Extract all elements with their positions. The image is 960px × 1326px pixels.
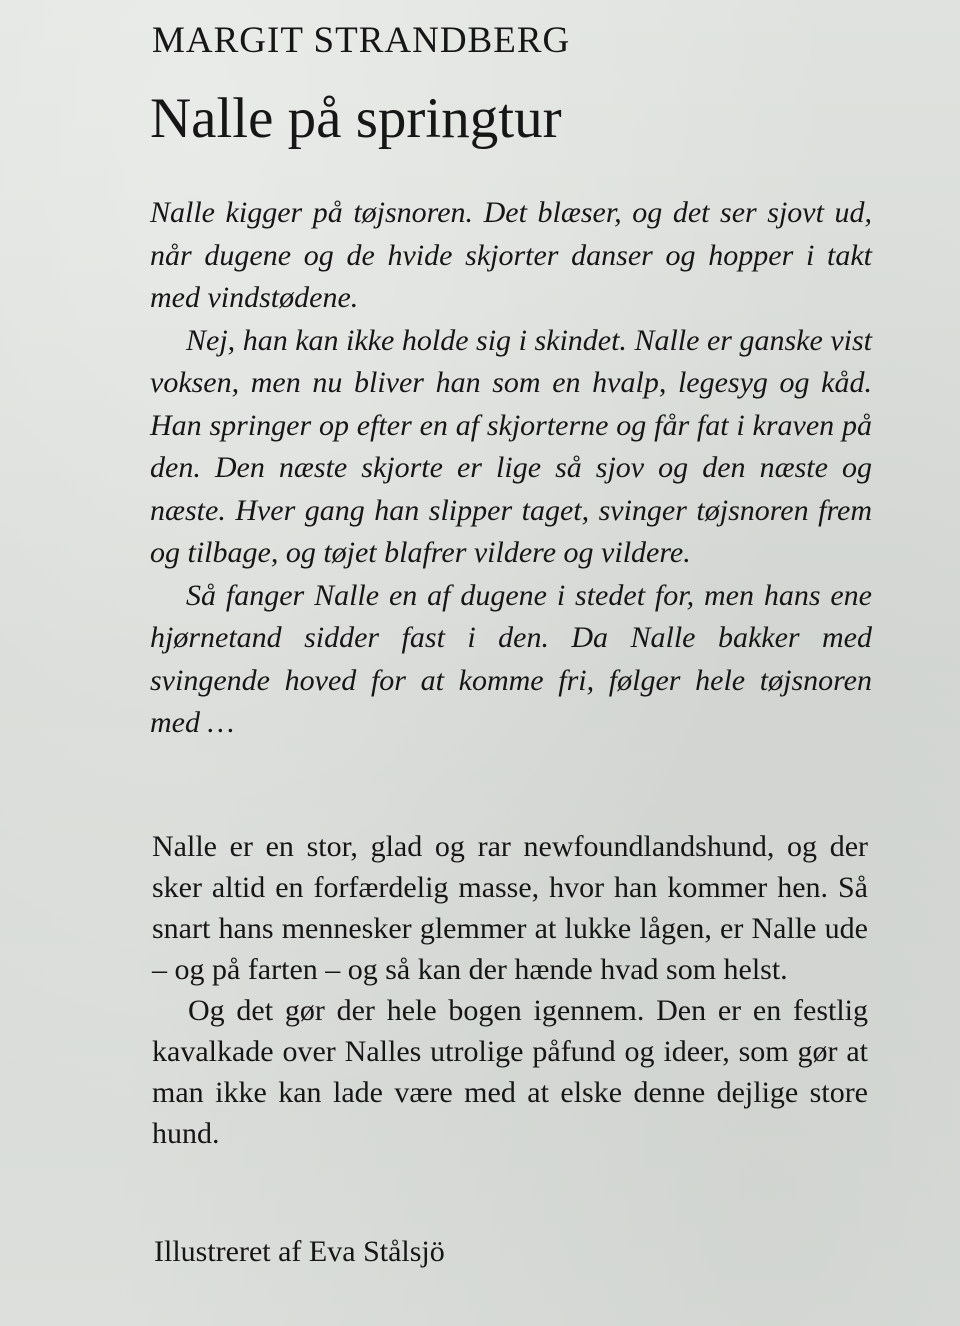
excerpt-paragraph: Nalle kigger på tøjsnoren. Det blæser, og det ser sjovt ud, når dugene og de hvide skjorter danser og hopper i takt med vindstødene. (150, 196, 872, 314)
blurb-paragraph: Nalle er en stor, glad og rar newfoundlandshund, og der sker altid en forfærdelig masse, hvor han kommer hen. Så snart hans mennesker glemmer at lukke lågen, er Nalle ude – og på farten – og så kan der hænde hvad som helst. (152, 830, 868, 986)
author-name: MARGIT STRANDBERG (152, 20, 571, 61)
book-blurb (152, 826, 868, 1154)
blurb-paragraph: Og det gør der hele bogen igennem. Den er en festlig kavalkade over Nalles utrolige påfund og ideer, som gør at man ikke kan lade være med at elske denne dejlige store hund. (152, 994, 868, 1150)
illustrator-credit: Illustreret af Eva Stålsjö (154, 1235, 445, 1268)
book-title: Nalle på springtur (150, 87, 562, 150)
excerpt-paragraph: Så fanger Nalle en af dugene i stedet for, men hans ene hjørnetand sidder fast i den. Da Nalle bakker med svingende hoved for at komme fri, følger hele tøjsnoren med … (150, 578, 872, 739)
excerpt-paragraph: Nej, han kan ikke holde sig i skindet. Nalle er ganske vist voksen, men nu bliver han som en hvalp, legesyg og kåd. Han springer op efter en af skjorterne og får fat i kraven på den. Den næste skjorte er lige så sjov og den næste og næste. Hver gang han slipper taget, svinger tøjsnoren frem og tilbage, og tøjet blafrer vildere og vildere. (150, 323, 872, 569)
story-excerpt (150, 192, 872, 745)
